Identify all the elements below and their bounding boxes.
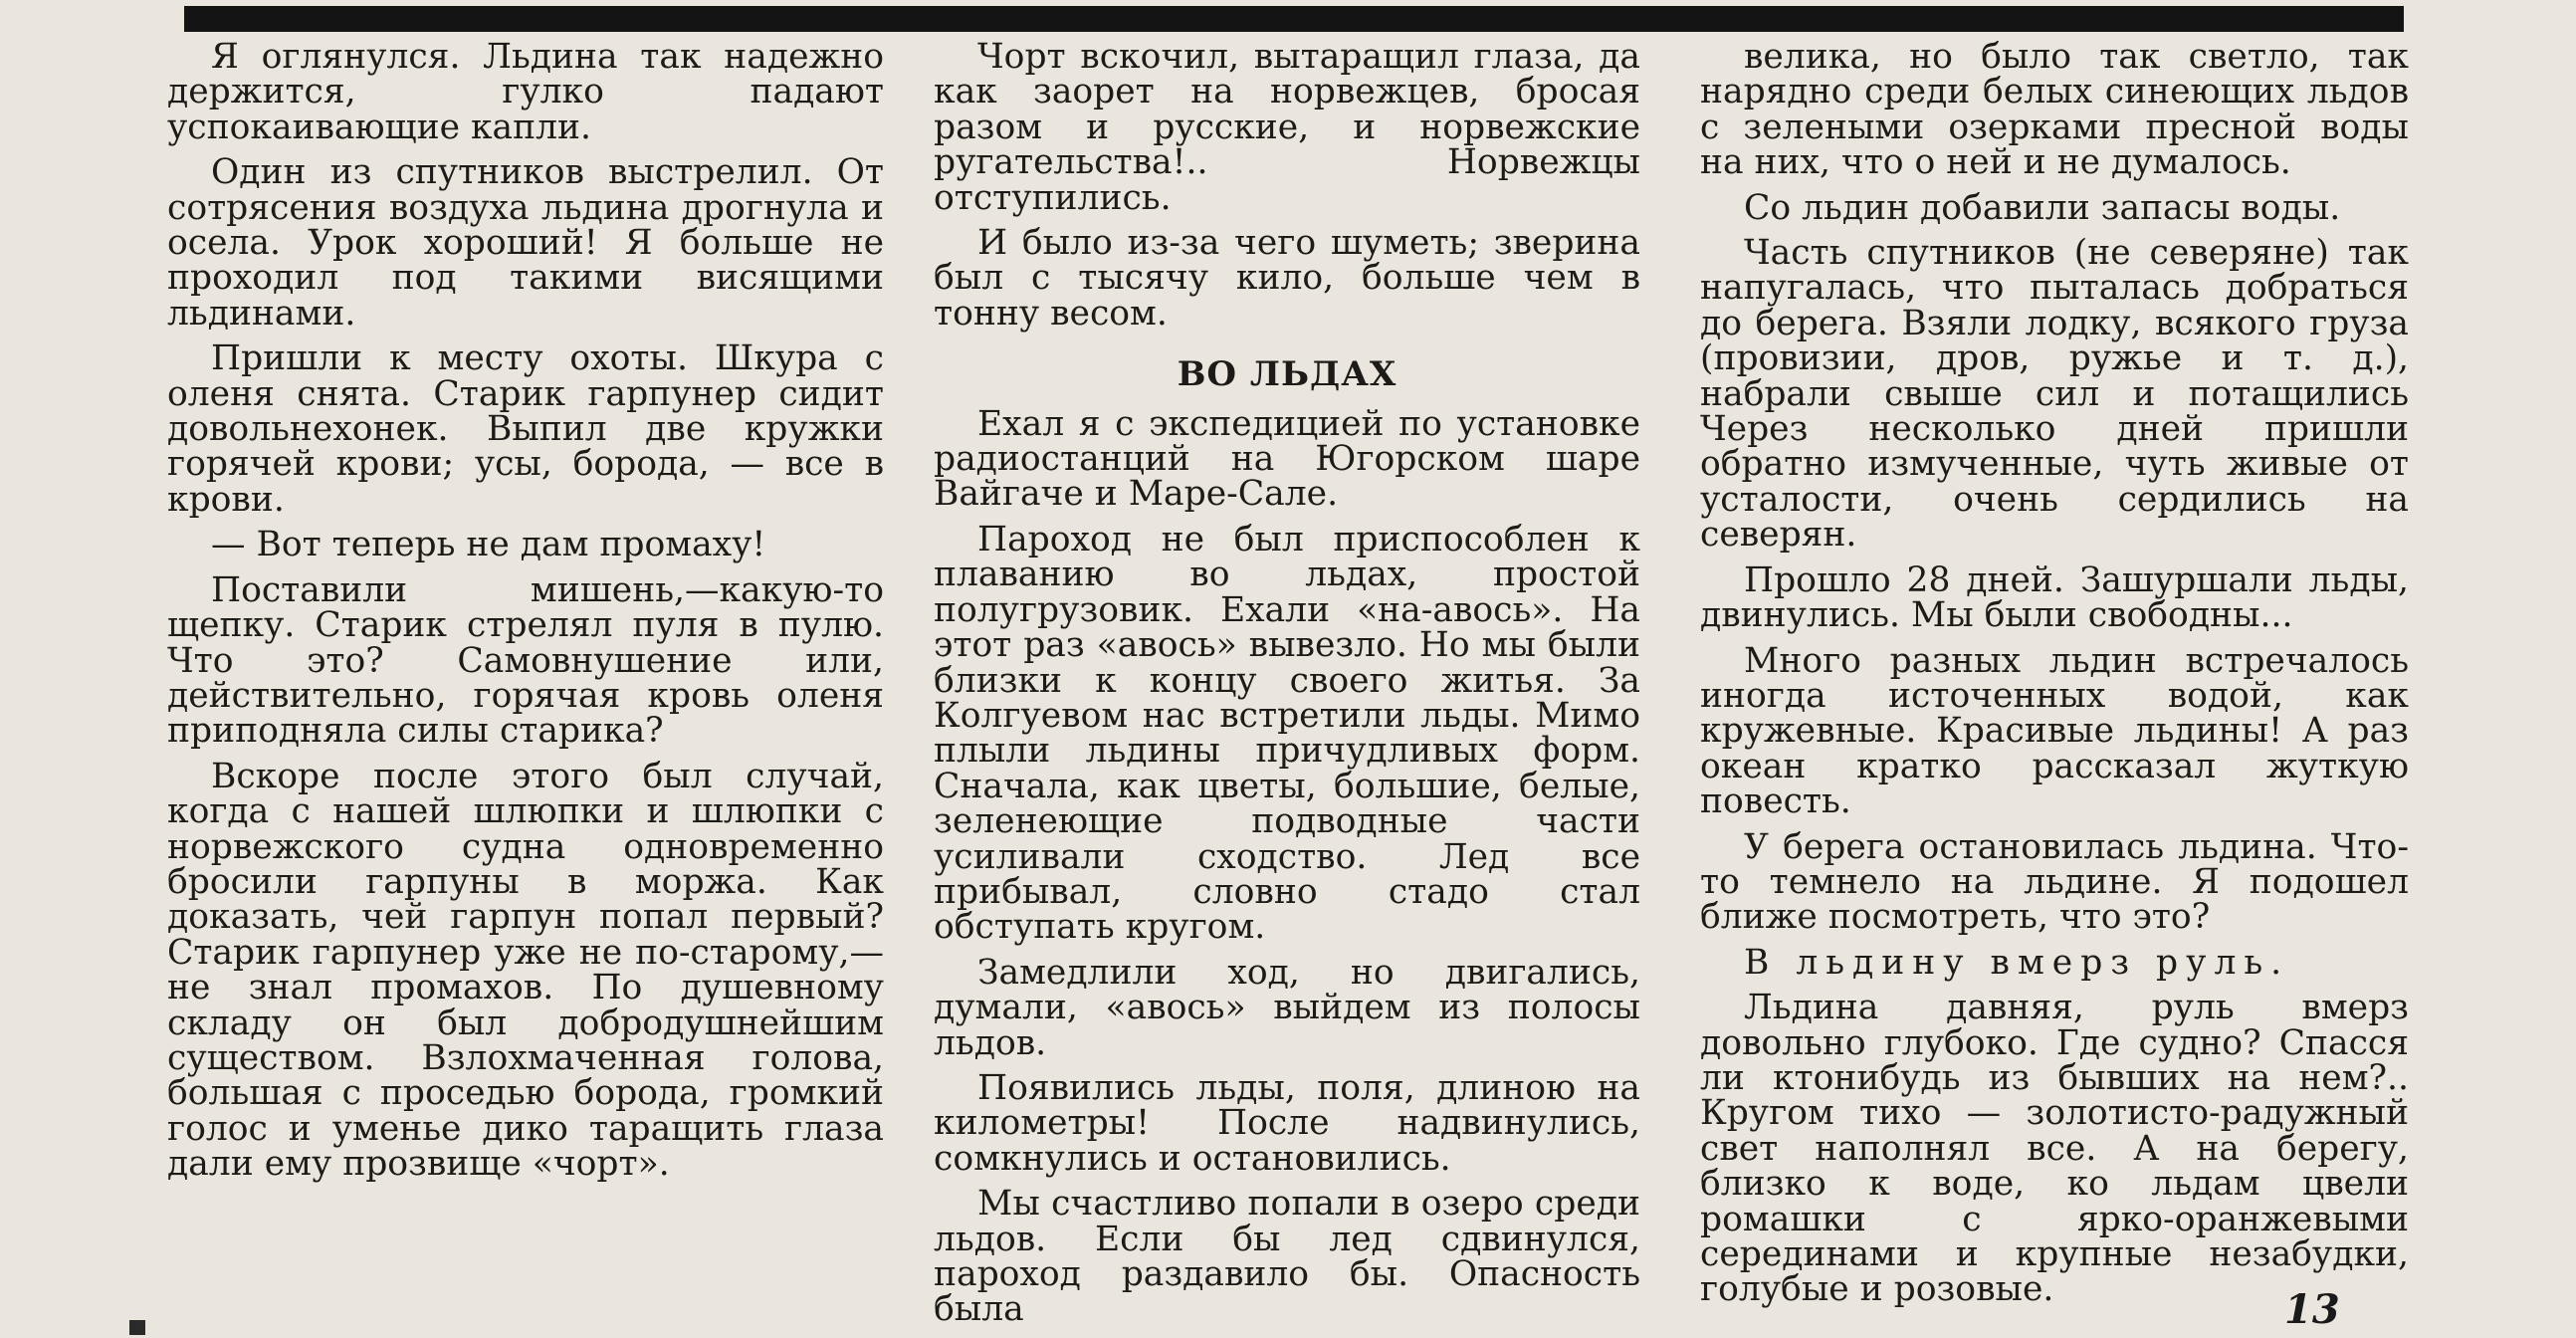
paragraph: Вскоре после этого был случай, когда с нашей шлюпки и шлюпки с норвежского судна одновременно бросили гарпуны в моржа. Как доказать, чей гарпун попал первый? Старик гарпунер уже не по-старому,— не знал промахов. По душевному складу он был добродушнейшим существом. Взлохмаченная голова, большая с проседью борода, громкий голос и уменье дико таращить глаза дали ему прозвище «чорт». (167, 756, 884, 1185)
paragraph: Льдина давняя, руль вмерз довольно глубоко. Где судно? Спасся ли ктонибудь из бывших на нем?.. Кругом тихо — золотисто-радужный свет наполнял все. А на берегу, близко к воде, ко льдам цвели ромашки с ярко-оранжевыми серединами и крупные незабудки, голубые и розовые. (1700, 988, 2409, 1310)
page-number: 13 (2284, 1286, 2340, 1333)
paragraph: Чорт вскочил, вытаращил глаза, да как заорет на норвежцев, бросая разом и русские, и норвежские ругательства!.. Норвежцы отступились. (934, 37, 1640, 218)
corner-mark (129, 1320, 145, 1335)
text-column-2 (934, 37, 1640, 1338)
paragraph: Пришли к месту охоты. Шкура с оленя снята. Старик гарпунер сидит довольнехонек. Выпил две кружки горячей крови; усы, борода, — все в крови. (167, 338, 884, 520)
paragraph: Поставили мишень,—какую-то щепку. Старик стрелял пуля в пулю. Что это? Самовнушение или, действительно, горячая кровь оленя приподняла силы старика? (167, 569, 884, 752)
paragraph: Ехал я с экспедицией по установке радиостанций на Югорском шаре Вайгаче и Маре-Сале. (934, 403, 1640, 515)
paragraph: Со льдин добавили запасы воды. (1744, 187, 2341, 228)
top-rule (184, 6, 2404, 32)
spaced-emphasis-line: В льдину вмерз руль. (1744, 942, 2290, 983)
paragraph: Прошло 28 дней. Зашуршали льды, двинулись. Мы были свободны... (1700, 559, 2409, 636)
paragraph: Замедлили ход, но двигались, думали, «авось» выйдем из полосы льдов. (934, 952, 1640, 1063)
paragraph: — Вот теперь не дам промаху! (211, 525, 766, 565)
paragraph: Часть спутников (не северяне) так напугалась, что пыталась добраться до берега. Взяли лодку, всякого груза (провизии, дров, ружье и т. д.), набрали свыше сил и потащились Через несколько дней пришли обратно измученные, чуть живые от усталости, очень сердились на северян. (1700, 233, 2409, 556)
paragraph: Появились льды, поля, длиною на километры! После надвинулись, сомкнулись и остановились. (934, 1067, 1640, 1179)
paragraph: Мы счастливо попали в озеро среди льдов. Если бы лед сдвинулся, пароход раздавило бы. Опасность была (934, 1184, 1640, 1330)
text-column-1 (167, 37, 884, 1193)
paragraph: Пароход не был приспособлен к плаванию во льдах, простой полугрузовик. Ехали «на-авось». На этот раз «авось» вывезло. Но мы были близки к концу своего житья. За Колгуевом нас встретили льды. Мимо плыли льдины причудливых форм. Сначала, как цветы, большие, белые, зеленеющие подводные части усиливали сходство. Лед все прибывал, словно стадо стал обступать кругом. (934, 519, 1640, 948)
paragraph: И было из-за чего шуметь; зверина был с тысячу кило, больше чем в тонну весом. (934, 223, 1640, 334)
paragraph: велика, но было так светло, так нарядно среди белых синеющих льдов с зелеными озерками пресной воды на них, что о ней и не думалось. (1700, 37, 2409, 183)
paragraph: Я оглянулся. Льдина так надежно держится, гулко падают успокаивающие капли. (167, 37, 884, 147)
section-heading: ВО ЛЬДАХ (1177, 354, 1397, 395)
text-column-3 (1700, 37, 2409, 1318)
paragraph: У берега остановилась льдина. Что-то темнело на льдине. Я подошел ближе посмотреть, что это? (1700, 826, 2409, 938)
paragraph: Много разных льдин встречалось иногда источенных водой, как кружевные. Красивые льдины! А раз океан кратко рассказал жуткую повесть. (1700, 640, 2409, 822)
paragraph: Один из спутников выстрелил. От сотрясения воздуха льдина дрогнула и осела. Урок хороший! Я больше не проходил под такими висящими льдинами. (167, 152, 884, 334)
